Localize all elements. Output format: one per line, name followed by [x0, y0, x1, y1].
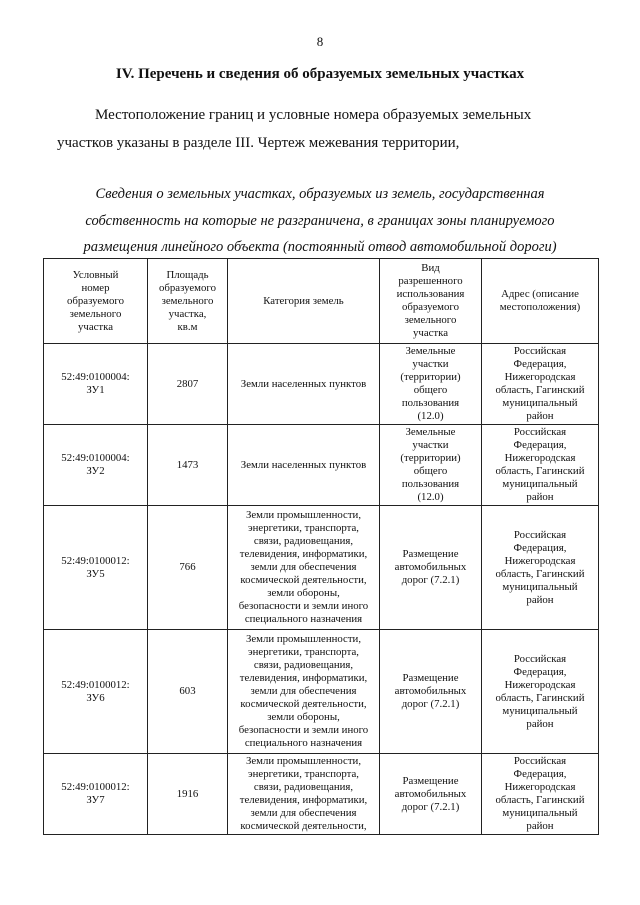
cell-plot-number: 52:49:0100012: ЗУ7	[44, 754, 148, 835]
header-plot-number: Условный номер образуемого земельного участка	[44, 259, 148, 344]
cell-permitted-use: Размещение автомобильных дорог (7.2.1)	[380, 630, 482, 754]
table-row	[44, 630, 599, 754]
cell-plot-area: 766	[148, 506, 228, 630]
cell-plot-number: 52:49:0100004: ЗУ1	[44, 344, 148, 425]
cell-land-category: Земли промышленности, энергетики, транспорта, связи, радиовещания, телевидения, информатики, земли для обеспечения космической деятельности, земли обороны, безопасности и земли иного специального назначения	[228, 630, 380, 754]
cell-address: Российская Федерация, Нижегородская область, Гагинский муниципальный район	[482, 425, 599, 506]
cell-permitted-use: Размещение автомобильных дорог (7.2.1)	[380, 754, 482, 835]
cell-address: Российская Федерация, Нижегородская область, Гагинский муниципальный район	[482, 506, 599, 630]
cell-land-category: Земли населенных пунктов	[228, 344, 380, 425]
intro-paragraph	[57, 101, 593, 157]
cell-plot-number: 52:49:0100004: ЗУ2	[44, 425, 148, 506]
intro-line-2: участков указаны в разделе III. Чертеж межевания территории,	[57, 135, 460, 151]
cell-address: Российская Федерация, Нижегородская область, Гагинский муниципальный район	[482, 344, 599, 425]
header-address: Адрес (описание местоположения)	[482, 259, 599, 344]
cell-plot-number: 52:49:0100012: ЗУ6	[44, 630, 148, 754]
cell-permitted-use: Земельные участки (территории) общего пользования (12.0)	[380, 425, 482, 506]
cell-land-category: Земли промышленности, энергетики, транспорта, связи, радиовещания, телевидения, информатики, земли для обеспечения космической деятельности,	[228, 754, 380, 835]
page-number: 8	[316, 34, 324, 49]
cell-permitted-use: Размещение автомобильных дорог (7.2.1)	[380, 506, 482, 630]
cell-address: Российская Федерация, Нижегородская область, Гагинский муниципальный район	[482, 754, 599, 835]
caption-line-1: Сведения о земельных участках, образуемых из земель, государственная	[95, 186, 545, 202]
header-permitted-use: Вид разрешенного использования образуемого земельного участка	[380, 259, 482, 344]
caption-line-3: размещения линейного объекта (постоянный отвод автомобильной дороги)	[83, 239, 557, 255]
header-plot-area: Площадь образуемого земельного участка, кв.м	[148, 259, 228, 344]
cell-permitted-use: Земельные участки (территории) общего пользования (12.0)	[380, 344, 482, 425]
table-header-row	[44, 259, 599, 344]
caption-line-2: собственность на которые не разграничена, в границах зоны планируемого	[85, 212, 555, 229]
table-row	[44, 344, 599, 425]
header-land-category: Категория земель	[228, 259, 380, 344]
cell-land-category: Земли населенных пунктов	[228, 425, 380, 506]
table-row	[44, 425, 599, 506]
cell-address: Российская Федерация, Нижегородская область, Гагинский муниципальный район	[482, 630, 599, 754]
cell-plot-area: 1916	[148, 754, 228, 835]
table-row	[44, 754, 599, 835]
section-heading: IV. Перечень и сведения об образуемых земельных участках	[115, 66, 525, 82]
cell-land-category: Земли промышленности, энергетики, транспорта, связи, радиовещания, телевидения, информатики, земли для обеспечения космической деятельности, земли обороны, безопасности и земли иного специального назначения	[228, 506, 380, 630]
cell-plot-area: 2807	[148, 344, 228, 425]
table-caption	[60, 181, 580, 261]
cell-plot-number: 52:49:0100012: ЗУ5	[44, 506, 148, 630]
cell-plot-area: 603	[148, 630, 228, 754]
cell-plot-area: 1473	[148, 425, 228, 506]
land-plots-table	[43, 258, 599, 835]
table-row	[44, 506, 599, 630]
intro-line-1: Местоположение границ и условные номера образуемых земельных	[95, 107, 532, 123]
